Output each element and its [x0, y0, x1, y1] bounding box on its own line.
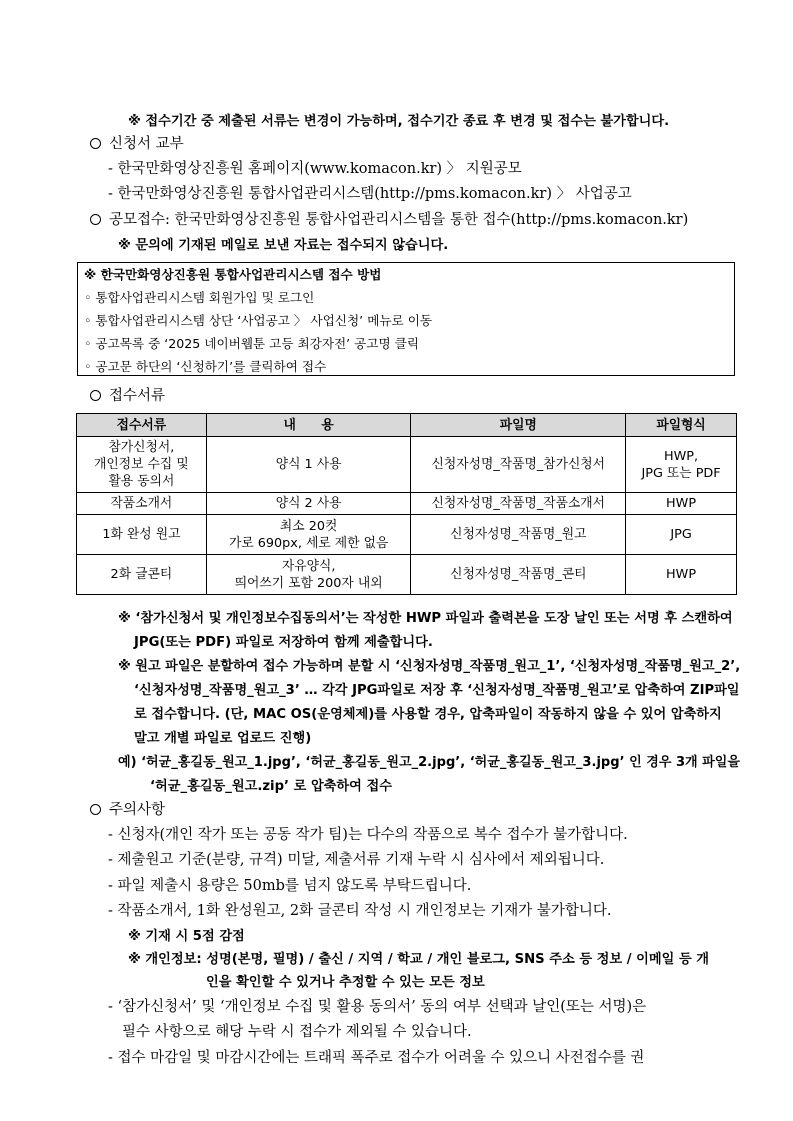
- form-item-pms: - 한국만화영상진흥원 통합사업관리시스템(http://pms.komacon.kr) 〉 사업공고: [108, 186, 632, 202]
- submit-heading: 공모접수: 한국만화영상진흥원 통합사업관리시스템을 통한 접수(http://pms.komacon.kr): [109, 212, 689, 228]
- doc-content: 양식 1 사용: [206, 437, 411, 493]
- doc-name: 1화 완성 원고: [77, 515, 207, 555]
- cell-line: 가로 690px, 세로 제한 없음: [228, 535, 389, 551]
- circle-bullet-icon: [90, 214, 101, 225]
- circle-bullet-icon: [90, 390, 101, 401]
- cell-line: 최소 20컷: [279, 518, 338, 534]
- cell-line: HWP,: [664, 448, 699, 464]
- doc-format: HWP: [626, 555, 737, 595]
- note-line: ※ ‘참가신청서 및 개인정보수집동의서’는 작성한 HWP 파일과 출력본을 도장 날인 또는 서명 후 스캔하여: [118, 611, 733, 626]
- method-box: [77, 262, 735, 376]
- doc-format: JPG: [626, 515, 737, 555]
- notice-email: ※ 문의에 기재된 메일로 보낸 자료는 접수되지 않습니다.: [118, 238, 449, 253]
- docs-heading: 접수서류: [109, 388, 166, 404]
- note-line: JPG(또는 PDF) 파일로 저장하여 함께 제출합니다.: [134, 635, 433, 650]
- caution-item: - 제출원고 기준(분량, 규격) 미달, 제출서류 기재 누락 시 심사에서 제외됩니다.: [108, 852, 605, 868]
- doc-content: [206, 555, 411, 595]
- privacy-note-cont: 인을 확인할 수 있거나 추정할 수 있는 모든 정보: [206, 975, 485, 990]
- form-heading-row: [90, 134, 184, 154]
- caution-item: - 접수 마감일 및 마감시간에는 트래픽 폭주로 접수가 어려울 수 있으니 사전접수를 권: [108, 1050, 645, 1066]
- method-step: ◦ 공고목록 중 ‘2025 네이버웹툰 고등 최강자전’ 공고명 클릭: [84, 336, 419, 351]
- doc-name: [77, 437, 207, 493]
- doc-format: [626, 437, 737, 493]
- note-line: 말고 개별 파일로 업로드 진행): [134, 731, 312, 746]
- caution-item: - ‘참가신청서’ 및 ‘개인정보 수집 및 활용 동의서’ 동의 여부 선택과 날인(또는 서명)은: [108, 999, 647, 1015]
- cell-line: 개인정보 수집 및: [94, 457, 189, 472]
- circle-bullet-icon: [90, 138, 101, 149]
- table-row: [77, 437, 737, 493]
- penalty-note: ※ 기재 시 5점 감점: [128, 929, 245, 944]
- submit-heading-row: [90, 210, 688, 230]
- table-row: [77, 493, 737, 515]
- circle-bullet-icon: [90, 804, 101, 815]
- note-line: 예) ‘허균_홍길동_원고_1.jpg’, ‘허균_홍길동_원고_2.jpg’, ‘허균_홍길동_원고_3.jpg’ 인 경우 3개 파일을: [118, 755, 740, 770]
- method-step: ◦ 통합사업관리시스템 회원가입 및 로그인: [84, 290, 315, 305]
- method-box-title: ※ 한국만화영상진흥원 통합사업관리시스템 접수 방법: [84, 267, 382, 282]
- note-line: ‘허균_홍길동_원고.zip’ 로 압축하여 접수: [150, 779, 392, 794]
- caution-item: - 파일 제출시 용량은 50mb를 넘지 않도록 부탁드립니다.: [108, 878, 472, 894]
- cell-line: 띄어쓰기 포함 200자 내외: [234, 575, 383, 591]
- caution-item-cont: 필수 사항으로 해당 누락 시 접수가 제외될 수 있습니다.: [122, 1024, 472, 1040]
- doc-name: 2화 글콘티: [77, 555, 207, 595]
- doc-content: 양식 2 사용: [206, 493, 411, 515]
- header-filename: 파일명: [411, 414, 626, 437]
- doc-filename: 신청자성명_작품명_원고: [411, 515, 626, 555]
- table-header-row: [77, 414, 737, 437]
- doc-name: 작품소개서: [77, 493, 207, 515]
- doc-filename: 신청자성명_작품명_콘티: [411, 555, 626, 595]
- note-line: ‘신청자성명_작품명_원고_3’ … 각각 JPG파일로 저장 후 ‘신청자성명_작품명_원고’로 압축하여 ZIP파일: [134, 683, 740, 698]
- notice-period: ※ 접수기간 중 제출된 서류는 변경이 가능하며, 접수기간 종료 후 변경 및 접수는 불가합니다.: [128, 114, 670, 129]
- note-line: 로 접수합니다. (단, MAC OS(운영체제)를 사용할 경우, 압축파일이 작동하지 않을 수 있어 압축하지: [134, 707, 722, 722]
- doc-filename: 신청자성명_작품명_참가신청서: [411, 437, 626, 493]
- cell-line: 자유양식,: [281, 558, 336, 574]
- documents-table: [76, 413, 737, 595]
- docs-heading-row: [90, 386, 165, 406]
- header-format: 파일형식: [626, 414, 737, 437]
- privacy-note: ※ 개인정보: 성명(본명, 필명) / 출신 / 지역 / 학교 / 개인 블로그, SNS 주소 등 정보 / 이메일 등 개: [128, 952, 710, 967]
- header-content: 내 용: [206, 414, 411, 437]
- form-item-homepage: - 한국만화영상진흥원 홈페이지(www.komacon.kr) 〉 지원공모: [108, 161, 522, 177]
- form-heading: 신청서 교부: [109, 136, 184, 152]
- cell-line: JPG 또는 PDF: [641, 465, 721, 481]
- header-doc: 접수서류: [77, 414, 207, 437]
- table-row: [77, 555, 737, 595]
- note-line: ※ 원고 파일은 분할하여 접수 가능하며 분할 시 ‘신청자성명_작품명_원고_1’, ‘신청자성명_작품명_원고_2’,: [118, 659, 741, 674]
- doc-filename: 신청자성명_작품명_작품소개서: [411, 493, 626, 515]
- caution-heading: 주의사항: [109, 802, 166, 818]
- cell-line: 활용 동의서: [108, 474, 175, 489]
- method-step: ◦ 통합사업관리시스템 상단 ‘사업공고 〉 사업신청’ 메뉴로 이동: [84, 313, 433, 328]
- caution-item: - 작품소개서, 1화 완성원고, 2화 글콘티 작성 시 개인정보는 기재가 불가합니다.: [108, 903, 612, 919]
- caution-item: - 신청자(개인 작가 또는 공동 작가 팀)는 다수의 작품으로 복수 접수가 불가합니다.: [108, 827, 628, 843]
- method-step: ◦ 공고문 하단의 ‘신청하기’를 클릭하여 접수: [84, 359, 327, 374]
- doc-format: HWP: [626, 493, 737, 515]
- doc-content: [206, 515, 411, 555]
- caution-heading-row: [90, 800, 165, 820]
- table-row: [77, 515, 737, 555]
- cell-line: 참가신청서,: [108, 440, 175, 455]
